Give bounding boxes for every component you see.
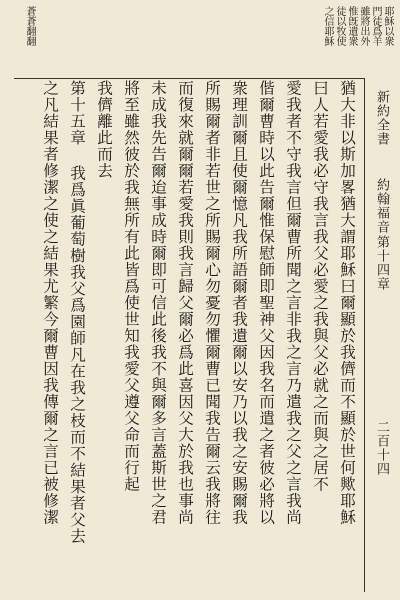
- top-note: 雖將出外: [358, 6, 369, 46]
- text-column: 曰人若愛我必守我言我父必愛之我與父必就之而與之居不: [311, 80, 329, 493]
- text-column: 偕爾曹時以此告爾惟保慰師即聖神父因我名而遣之者彼必將以: [257, 80, 275, 526]
- text-column: 愛我者不守我言但爾曹所聞之言非我之言乃遣我之父之言我尚: [284, 80, 302, 526]
- text-column: 我儕離此而去: [95, 80, 113, 179]
- top-note: 耶穌以衆: [382, 6, 393, 46]
- text-column: 猶大非以斯加畧猶大謂耶穌曰爾顯於我儕而不顯於世何歟耶穌: [338, 80, 356, 526]
- top-note: 之信耶穌: [322, 6, 333, 46]
- text-column: 之凡結果者修潔之使之結果尤繁今爾曹因我傳爾之言已被修潔: [41, 80, 59, 526]
- book-title: 約翰福音: [374, 178, 389, 234]
- page-number: 二百十四: [374, 420, 389, 476]
- text-column: 而復來就爾爾若愛我則我言歸父爾必爲此喜因父大於我也事尚: [176, 80, 194, 526]
- top-rule: [14, 78, 365, 79]
- header-rule: [364, 78, 365, 592]
- top-note: 徒以牧使: [334, 6, 345, 46]
- running-title: 新約全書: [374, 90, 389, 146]
- text-column: 所賜爾者非若世之所賜爾心勿憂勿懼爾曹已聞我告爾云我將往: [203, 80, 221, 526]
- top-note: 蒼蒼翻翻: [24, 6, 35, 46]
- text-column: 第十五章 我爲眞葡萄樹我父爲園師凡在我之枝而不結果者父去: [68, 80, 86, 545]
- text-column: 衆理訓爾且使爾憶凡我所語爾者我遺爾以安乃以我之安賜爾我: [230, 80, 248, 526]
- top-note: 惟旣遺衆: [346, 6, 357, 46]
- top-note: 門徒爲羊: [370, 6, 381, 46]
- text-column: 未成我先告爾迨事成時爾即可信此後我不與爾多言蓋斯世之君: [149, 80, 167, 526]
- text-column: 將至雖然彼於我無所有此皆爲使世知我愛父遵父命而行起: [122, 80, 140, 493]
- chapter-heading: 第十四章: [374, 235, 389, 291]
